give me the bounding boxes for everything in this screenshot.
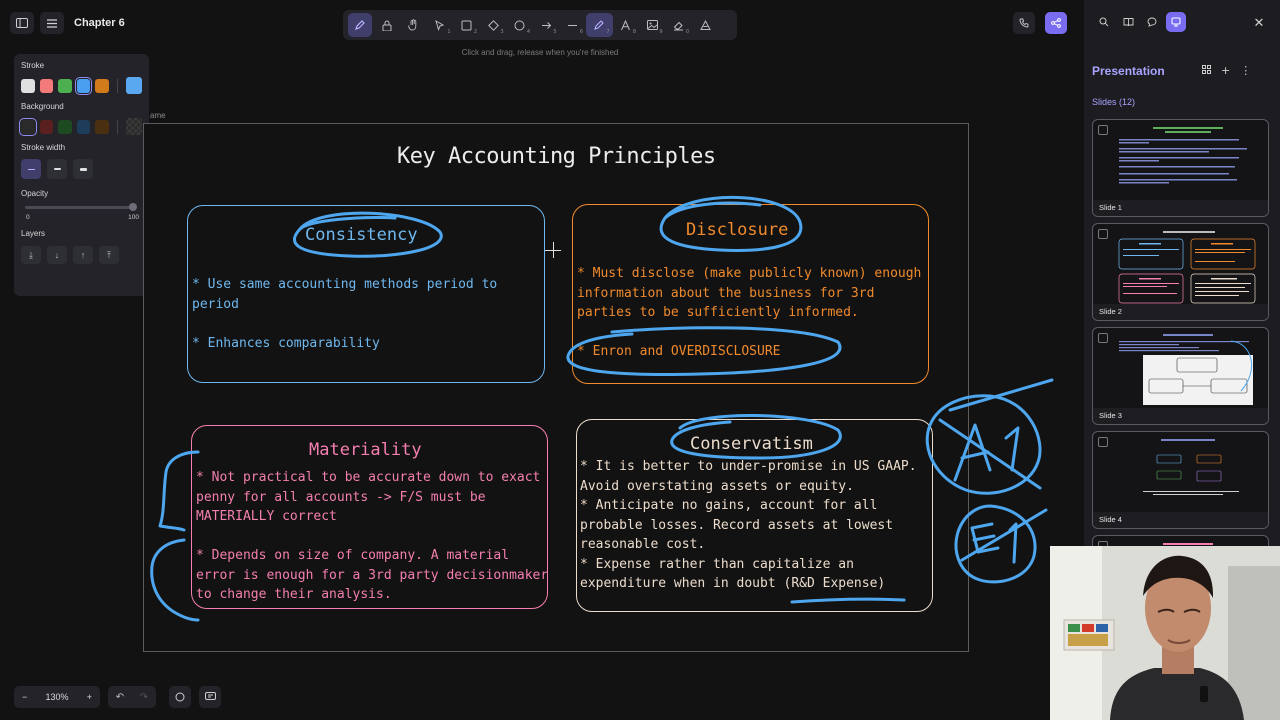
slide-checkbox[interactable] [1098, 125, 1108, 135]
background-color-current[interactable] [126, 118, 142, 135]
document-title[interactable]: Chapter 6 [74, 17, 125, 29]
arrow-icon[interactable] [533, 13, 560, 37]
stroke-color-white[interactable] [21, 79, 35, 93]
slide-3-preview [1113, 331, 1263, 409]
e1-letter-e [972, 524, 998, 552]
bring-forward-icon[interactable]: ↑ [73, 246, 93, 264]
share-icon[interactable] [1045, 12, 1067, 34]
toolbar-hint: Click and drag, release when you're finished [461, 48, 619, 57]
library-icon[interactable] [1118, 12, 1138, 32]
opacity-label: Opacity [21, 189, 49, 198]
drawing-toolbar [343, 10, 737, 40]
slide-thumbnail[interactable] [1092, 327, 1269, 425]
e1-digit-1 [1010, 524, 1016, 562]
top-right-actions [1013, 12, 1067, 34]
chat-icon[interactable] [199, 686, 221, 708]
swatch-divider [117, 79, 118, 93]
sidebar-tabs [1094, 12, 1186, 32]
background-color-transparent[interactable] [21, 120, 35, 134]
shortcut-label: 7 [606, 29, 610, 35]
comment-icon[interactable] [169, 686, 191, 708]
line-icon[interactable] [560, 13, 587, 37]
stroke-color-orange[interactable] [95, 79, 109, 93]
stroke-color-blue[interactable] [77, 79, 91, 93]
conservatism-title[interactable]: Conservatism [690, 434, 813, 454]
background-color-green[interactable] [58, 120, 72, 134]
comments-icon[interactable] [1142, 12, 1162, 32]
consistency-title[interactable]: Consistency [305, 225, 418, 245]
slide-checkbox[interactable] [1098, 333, 1108, 343]
shortcut-label: 1 [447, 29, 451, 35]
shortcut-label: 2 [473, 29, 477, 35]
ellipse-icon[interactable] [507, 13, 534, 37]
stroke-label: Stroke [21, 61, 45, 70]
shortcut-label: 4 [526, 29, 530, 35]
materiality-text[interactable]: * Not practical to be accurate down to exact penny for all accounts -> F/S must be MATERIALLY correct * Depends on size of company. A material error is enough for a 3rd party decisionmaker to change their analysis. [196, 470, 549, 602]
presentation-icon[interactable] [1166, 12, 1186, 32]
shortcut-label: 8 [632, 29, 636, 35]
shortcut-label: 0 [685, 29, 689, 35]
shortcut-label: 6 [579, 29, 583, 35]
zoom-level[interactable]: 130% [45, 692, 69, 702]
search-icon[interactable] [1094, 12, 1114, 32]
pen-mode-icon[interactable] [348, 13, 372, 37]
zoom-in-button[interactable]: + [86, 692, 92, 702]
consistency-text[interactable]: * Use same accounting methods period to period * Enhances comparability [192, 277, 498, 351]
stroke-width-bold[interactable] [47, 159, 67, 179]
slide-2-preview [1113, 227, 1263, 305]
slide-title[interactable]: Key Accounting Principles [397, 144, 716, 169]
stroke-width-thin[interactable] [21, 159, 41, 179]
bring-to-front-icon[interactable]: ⤒ [99, 246, 119, 264]
text-icon[interactable] [613, 13, 640, 37]
shortcut-label: 9 [659, 29, 663, 35]
e1-strike [962, 510, 1046, 560]
crosshair-cursor-icon [545, 242, 561, 258]
presenter-webcam [1050, 546, 1280, 720]
background-color-orange[interactable] [95, 120, 109, 134]
slide-checkbox[interactable] [1098, 437, 1108, 447]
layers-controls [21, 246, 142, 264]
zoom-control [14, 686, 100, 708]
slide-4-preview [1113, 435, 1263, 513]
background-label: Background [21, 102, 64, 111]
phone-icon[interactable] [1013, 12, 1035, 34]
stroke-swatches [21, 77, 142, 94]
hand-icon[interactable] [401, 13, 428, 37]
redo-icon[interactable]: ↷ [139, 691, 149, 703]
diamond-icon[interactable] [480, 13, 507, 37]
sidebar-toggle-icon[interactable] [10, 12, 34, 34]
send-backward-icon[interactable]: ↓ [47, 246, 67, 264]
undo-icon[interactable]: ↶ [115, 691, 125, 703]
shortcut-label: 5 [553, 29, 557, 35]
swatch-divider [117, 120, 118, 134]
slide-thumbnail[interactable] [1092, 119, 1269, 217]
shortcut-label: 3 [500, 29, 504, 35]
disclosure-title[interactable]: Disclosure [686, 220, 789, 240]
slide-caption: Slide 4 [1093, 512, 1268, 528]
lock-icon[interactable] [374, 13, 401, 37]
menu-icon[interactable] [40, 12, 64, 34]
opacity-knob[interactable] [129, 203, 137, 211]
stroke-width-extra-bold[interactable] [73, 159, 93, 179]
pen-icon[interactable] [586, 13, 613, 37]
selection-icon[interactable] [427, 13, 454, 37]
extra-tools-icon[interactable] [692, 13, 719, 37]
sidebar-actions [1202, 64, 1251, 77]
close-icon[interactable]: ✕ [1253, 15, 1265, 31]
send-to-back-icon[interactable]: ⤓ [21, 246, 41, 264]
slide-thumbnail[interactable] [1092, 431, 1269, 529]
sidebar-title: Presentation [1092, 64, 1165, 78]
slide-1-preview [1113, 123, 1263, 201]
slides-count-label: Slides (12) [1092, 97, 1136, 107]
materiality-title[interactable]: Materiality [309, 440, 422, 460]
slide-thumbnail[interactable] [1092, 223, 1269, 321]
conservatism-text[interactable]: * It is better to under-promise in US GAAP. Avoid overstating assets or equity. * Anticipate no gains, account for all probable losses. Record assets at lowest reasonable cost. * Expense rather than capitalize an expenditure when in doubt (R&D Expense) [580, 459, 917, 591]
stroke-color-current[interactable] [126, 77, 142, 94]
opacity-track [25, 206, 134, 209]
disclosure-text[interactable]: * Must disclose (make publicly known) enough information about the business for 3rd parties to be sufficiently informed. * Enron and OVERDISCLOSURE [577, 266, 922, 359]
stroke-width-label: Stroke width [21, 143, 66, 152]
topbar-left [10, 12, 125, 34]
undo-redo-group [108, 686, 156, 708]
slide-checkbox[interactable] [1098, 229, 1108, 239]
frame-label[interactable]: ame [150, 111, 166, 120]
stroke-color-green[interactable] [58, 79, 72, 93]
background-color-red[interactable] [40, 120, 54, 134]
eraser-icon[interactable] [666, 13, 693, 37]
slide-caption: Slide 3 [1093, 408, 1268, 424]
grid-view-icon[interactable] [1202, 64, 1211, 77]
stroke-color-red[interactable] [40, 79, 54, 93]
properties-panel [14, 54, 149, 296]
opacity-range [21, 214, 142, 221]
layers-label: Layers [21, 229, 46, 238]
add-slide-icon[interactable]: + [1221, 64, 1231, 77]
image-icon[interactable] [639, 13, 666, 37]
opacity-slider[interactable] [21, 202, 142, 214]
rectangle-icon[interactable] [454, 13, 481, 37]
stroke-width-options [21, 159, 142, 179]
slide-caption: Slide 1 [1093, 200, 1268, 216]
a1-digit-1 [1006, 428, 1018, 470]
slide-caption: Slide 2 [1093, 304, 1268, 320]
more-options-icon[interactable]: ⋮ [1240, 64, 1252, 77]
zoom-out-button[interactable]: − [22, 692, 28, 702]
opacity-max: 100 [128, 214, 139, 221]
opacity-min: 0 [26, 214, 30, 221]
background-swatches [21, 118, 142, 135]
background-color-blue[interactable] [77, 120, 91, 134]
